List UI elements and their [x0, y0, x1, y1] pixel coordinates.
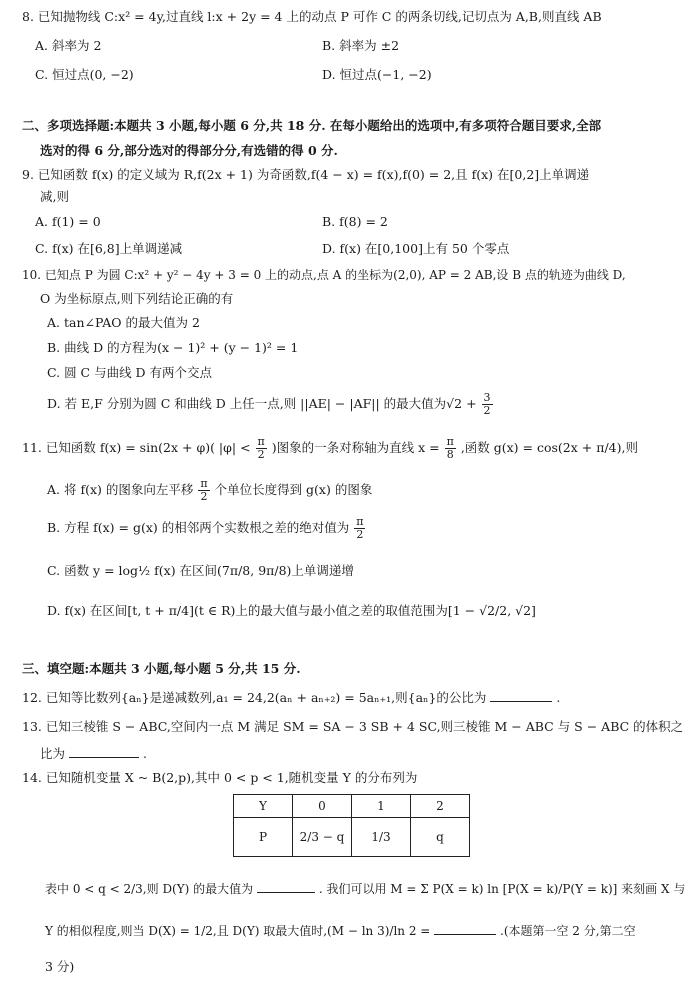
q8-option-d: D. 恒过点(−1, −2) [322, 67, 432, 82]
q8-stem: 8. 已知抛物线 C:x² = 4y,过直线 l:x + 2y = 4 上的动点 P 可作 C 的两条切线,记切点为 A,B,则直线 AB [22, 9, 602, 24]
q13-stem-line2-end: . [142, 746, 147, 761]
q12-answer-blank[interactable] [490, 689, 552, 702]
q8-option-b: B. 斜率为 ±2 [322, 38, 400, 53]
q14-line2-mid: . 我们可以用 M = Σ P(X = k) ln [P(X = k)/P(Y = k)] 来刻画 X 与 [318, 882, 686, 896]
q11-stem-fraction1-num: π [257, 435, 265, 448]
q14-line3 [45, 922, 636, 940]
q11-stem-fraction2-num: π [446, 435, 454, 448]
q11-stem-mid: )图象的一条对称轴为直线 x = [271, 440, 440, 455]
q10-option-a: A. tan∠PAO 的最大值为 2 [47, 315, 200, 330]
section2-heading-line1: 二、多项选择题:本题共 3 小题,每小题 6 分,共 18 分. 在每小题给出的选项中,有多项符合题目要求,全部 [22, 118, 602, 133]
section3-heading: 三、填空题:本题共 3 小题,每小题 5 分,共 15 分. [22, 661, 301, 676]
q10-option-d-numerator: 3 [483, 391, 491, 404]
q9-option-c: C. f(x) 在[6,8]上单调递减 [35, 241, 183, 256]
table-header-cell: 0 [293, 795, 352, 818]
q11-stem-fraction1-den: 2 [257, 448, 265, 461]
q14-stem: 14. 已知随机变量 X ~ B(2,p),其中 0 < p < 1,随机变量 Y 的分布列为 [22, 770, 418, 785]
q11-stem-post: ,函数 g(x) = cos(2x + π/4),则 [460, 440, 638, 455]
q12-stem-text: 12. 已知等比数列{aₙ}是递减数列,a₁ = 24,2(aₙ + aₙ₊₂) = 5aₙ₊₁,则{aₙ}的公比为 [22, 690, 487, 705]
q9-stem-line1: 9. 已知函数 f(x) 的定义域为 R,f(2x + 1) 为奇函数,f(4 − x) = f(x),f(0) = 2,且 f(x) 在[0,2]上单调递 [22, 167, 590, 182]
q11-option-a-den: 2 [200, 490, 208, 503]
q11-option-b-den: 2 [356, 528, 364, 541]
q11-stem-fraction2-den: 8 [446, 448, 454, 461]
q10-stem-line2: O 为坐标原点,则下列结论正确的有 [40, 291, 234, 306]
q12-stem-end: . [556, 690, 561, 705]
q10-option-d [47, 392, 494, 417]
q11-option-b-num: π [356, 515, 364, 528]
q13-answer-blank[interactable] [69, 745, 139, 758]
q10-stem-line1: 10. 已知点 P 为圆 C:x² + y² − 4y + 3 = 0 上的动点,点 A 的坐标为(2,0), AP = 2 AB,设 B 点的轨迹为曲线 D, [22, 268, 626, 282]
q11-option-b-fraction [354, 516, 365, 541]
table-header-cell: 2 [411, 795, 470, 818]
q11-stem-fraction1 [256, 436, 267, 461]
q11-option-b-text: B. 方程 f(x) = g(x) 的相邻两个实数根之差的绝对值为 [47, 520, 350, 535]
q12-stem [22, 689, 560, 707]
q13-stem-line1: 13. 已知三棱锥 S − ABC,空间内一点 M 满足 SM = SA − 3 SB + 4 SC,则三棱锥 M − ABC 与 S − ABC 的体积之 [22, 719, 684, 734]
q14-line3-pre: Y 的相似程度,则当 D(X) = 1/2,且 D(Y) 取最大值时,(M − ln 3)/ln 2 = [45, 924, 431, 938]
distribution-table [233, 794, 470, 857]
table-header-cell: 1 [352, 795, 411, 818]
q10-option-c: C. 圆 C 与曲线 D 有两个交点 [47, 365, 213, 380]
table-cell: P [234, 818, 293, 857]
q14-line3-post: .(本题第一空 2 分,第二空 [500, 924, 636, 938]
q13-stem-line2 [40, 745, 147, 763]
table-header-cell: Y [234, 795, 293, 818]
table-cell: 1/3 [352, 818, 411, 857]
q8-option-a: A. 斜率为 2 [35, 38, 102, 53]
q11-option-a [47, 478, 372, 503]
q11-option-a-fraction [198, 478, 209, 503]
q8-option-c: C. 恒过点(0, −2) [35, 67, 134, 82]
q14-answer-blank-1[interactable] [257, 880, 315, 893]
q11-stem [22, 436, 638, 461]
q11-option-a-pre: A. 将 f(x) 的图象向左平移 [47, 482, 194, 497]
section2-heading-line2: 选对的得 6 分,部分选对的得部分分,有选错的得 0 分. [40, 143, 338, 158]
q11-stem-pre: 11. 已知函数 f(x) = sin(2x + φ)( |φ| < [22, 440, 251, 455]
q14-line2-pre: 表中 0 < q < 2/3,则 D(Y) 的最大值为 [45, 882, 254, 896]
q9-option-d: D. f(x) 在[0,100]上有 50 个零点 [322, 241, 510, 256]
q9-option-b: B. f(8) = 2 [322, 214, 388, 229]
q11-option-a-post: 个单位长度得到 g(x) 的图象 [214, 482, 373, 497]
q10-option-d-text: D. 若 E,F 分别为圆 C 和曲线 D 上任一点,则 ||AE| − |AF|| 的最大值为√2 + [47, 396, 477, 411]
q11-option-d: D. f(x) 在区间[t, t + π/4](t ∈ R)上的最大值与最小值之差的取值范围为[1 − √2/2, √2] [47, 603, 536, 618]
q10-option-d-denominator: 2 [483, 404, 491, 417]
q14-line2 [45, 880, 685, 898]
q14-answer-blank-2[interactable] [434, 922, 496, 935]
q11-stem-fraction2 [445, 436, 456, 461]
q11-option-a-num: π [200, 477, 208, 490]
q11-option-c: C. 函数 y = log½ f(x) 在区间(7π/8, 9π/8)上单调递增 [47, 563, 354, 578]
q13-stem-line2-text: 比为 [40, 746, 66, 761]
q9-stem-line2: 减,则 [40, 189, 69, 204]
q11-option-b [47, 516, 366, 541]
table-cell: 2/3 − q [293, 818, 352, 857]
q9-option-a: A. f(1) = 0 [35, 214, 101, 229]
table-row [234, 818, 470, 857]
table-cell: q [411, 818, 470, 857]
q10-option-b: B. 曲线 D 的方程为(x − 1)² + (y − 1)² = 1 [47, 340, 299, 355]
table-row [234, 795, 470, 818]
q10-option-d-fraction [482, 392, 493, 417]
q14-line4: 3 分) [45, 959, 75, 974]
